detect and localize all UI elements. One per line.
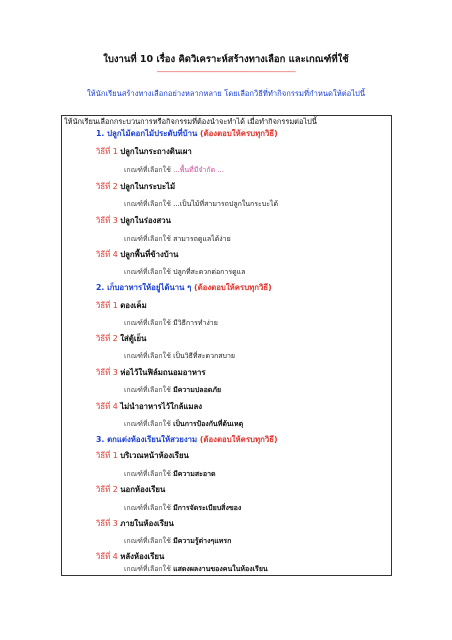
method-title: บริเวณหน้าห้องเรียน (120, 451, 189, 460)
method-row (96, 369, 206, 377)
criterion-row (124, 505, 241, 512)
section-note: (ต้องตอบให้ครบทุกวิธี) (199, 435, 278, 444)
criterion-row (124, 320, 218, 327)
method-title: ไม่นำอาหารไว้ใกล้แมลง (120, 402, 203, 411)
criterion-value: สามารถดูแลได้ง่าย (173, 235, 231, 243)
method-row (96, 148, 192, 156)
criterion-row (124, 421, 243, 428)
separator-line: ------------------------------------------------------------------------ (156, 68, 296, 76)
criterion-label: เกณฑ์ที่เลือกใช้ (124, 470, 171, 478)
section-heading (96, 130, 278, 138)
method-title: ภายในห้องเรียน (120, 519, 174, 528)
method-row (96, 183, 175, 191)
criterion-row (124, 269, 245, 276)
criterion-value: มีความรู้ต่างๆแทรก (173, 537, 232, 545)
method-title: ห่อไว้ในฟิล์มถนอมอาหาร (120, 368, 206, 377)
criterion-label: เกณฑ์ที่เลือกใช้ (124, 537, 171, 545)
method-row (96, 302, 147, 310)
method-title: ปลูกพื้นที่ข้างบ้าน (120, 250, 179, 259)
criterion-label: เกณฑ์ที่เลือกใช้ (124, 166, 171, 174)
criterion-label: เกณฑ์ที่เลือกใช้ (124, 200, 171, 208)
criterion-value: มีความปลอดภัย (173, 386, 222, 394)
method-label: วิธีที่ 2 (96, 182, 118, 191)
section-heading (96, 436, 278, 444)
method-label: วิธีที่ 4 (96, 552, 118, 561)
section-title: 2. เก็บอาหารให้อยู่ได้นาน ๆ (96, 283, 192, 292)
section-note: (ต้องตอบให้ครบทุกวิธี) (194, 283, 272, 292)
method-row (96, 553, 164, 561)
method-label: วิธีที่ 3 (96, 519, 118, 528)
criterion-value: มีการจัดระเบียบสิ่งของ (173, 504, 242, 512)
method-title: นอกห้องเรียน (120, 485, 166, 494)
criterion-label: เกณฑ์ที่เลือกใช้ (124, 420, 171, 428)
criterion-row (124, 471, 216, 478)
box-intro: ให้นักเรียนเลือกกระบวนการหรือกิจกรรมที่ต้องนำจะทำได้ เมื่อทำกิจกรรมต่อไปนี้ (64, 117, 317, 126)
method-label: วิธีที่ 2 (96, 485, 118, 494)
criterion-value: เป็นการป้องกันที่ต้นเหตุ (173, 420, 244, 428)
criterion-label: เกณฑ์ที่เลือกใช้ (124, 565, 171, 573)
method-row (96, 452, 189, 460)
worksheet-title: ใบงานที่ 10 เรื่อง คิดวิเคราะห์สร้างทางเลือก และเกณฑ์ที่ใช้ (103, 54, 349, 65)
method-row (96, 251, 178, 259)
criterion-label: เกณฑ์ที่เลือกใช้ (124, 319, 171, 327)
method-title: ดองเค็ม (120, 301, 147, 310)
section-title: 1. ปลูกไม้ดอกไม้ประดับที่บ้าน (96, 129, 198, 138)
section-title: 3. ตกแต่งห้องเรียนให้สวยงาม (96, 435, 198, 444)
worksheet-instruction: ให้นักเรียนสร้างทางเลือกอย่างหลากหลาย โดยเลือกวิธีที่ทำกิจกรรมที่กำหนดให้ต่อไปนี้ (86, 89, 366, 98)
criterion-value: แสดงผลงานของคนในห้องเรียน (173, 565, 268, 573)
method-title: ใส่ตู้เย็น (120, 334, 147, 343)
method-title: หลังห้องเรียน (120, 552, 165, 561)
criterion-row (124, 387, 221, 394)
criterion-row (124, 538, 231, 545)
criterion-value: ...พื้นที่มีจำกัด ... (173, 166, 225, 174)
method-label: วิธีที่ 3 (96, 216, 118, 225)
criterion-row (124, 566, 268, 573)
criterion-value: ...เป็นไม้ที่สามารถปลูกในกระบะได้ (173, 200, 279, 208)
section-heading (96, 284, 272, 292)
criterion-value: ปลูกที่สะดวกต่อการดูแล (173, 268, 246, 276)
criterion-label: เกณฑ์ที่เลือกใช้ (124, 504, 171, 512)
method-label: วิธีที่ 1 (96, 451, 118, 460)
method-row (96, 217, 171, 225)
section-note: (ต้องตอบให้ครบทุกวิธี) (200, 129, 278, 138)
criterion-label: เกณฑ์ที่เลือกใช้ (124, 268, 171, 276)
method-title: ปลูกในกระถางดินเผา (120, 147, 192, 156)
method-label: วิธีที่ 1 (96, 301, 118, 310)
method-title: ปลูกในร่องสวน (120, 216, 171, 225)
method-row (96, 403, 202, 411)
criterion-label: เกณฑ์ที่เลือกใช้ (124, 386, 171, 394)
method-label: วิธีที่ 1 (96, 147, 118, 156)
criterion-row (124, 236, 231, 243)
criterion-row (124, 167, 224, 174)
criterion-label: เกณฑ์ที่เลือกใช้ (124, 352, 171, 360)
method-label: วิธีที่ 2 (96, 334, 118, 343)
method-row (96, 486, 165, 494)
method-row (96, 335, 146, 343)
criterion-value: เป็นวิธีที่สะดวกสบาย (173, 352, 236, 360)
criterion-row (124, 353, 235, 360)
method-label: วิธีที่ 3 (96, 368, 118, 377)
criterion-label: เกณฑ์ที่เลือกใช้ (124, 235, 171, 243)
criterion-value: มีวิธีการทำง่าย (173, 319, 218, 327)
method-label: วิธีที่ 4 (96, 402, 118, 411)
method-title: ปลูกในกระบะไม้ (120, 182, 176, 191)
method-label: วิธีที่ 4 (96, 250, 118, 259)
criterion-value: มีความสะอาด (173, 470, 216, 478)
criterion-row (124, 201, 278, 208)
method-row (96, 520, 174, 528)
